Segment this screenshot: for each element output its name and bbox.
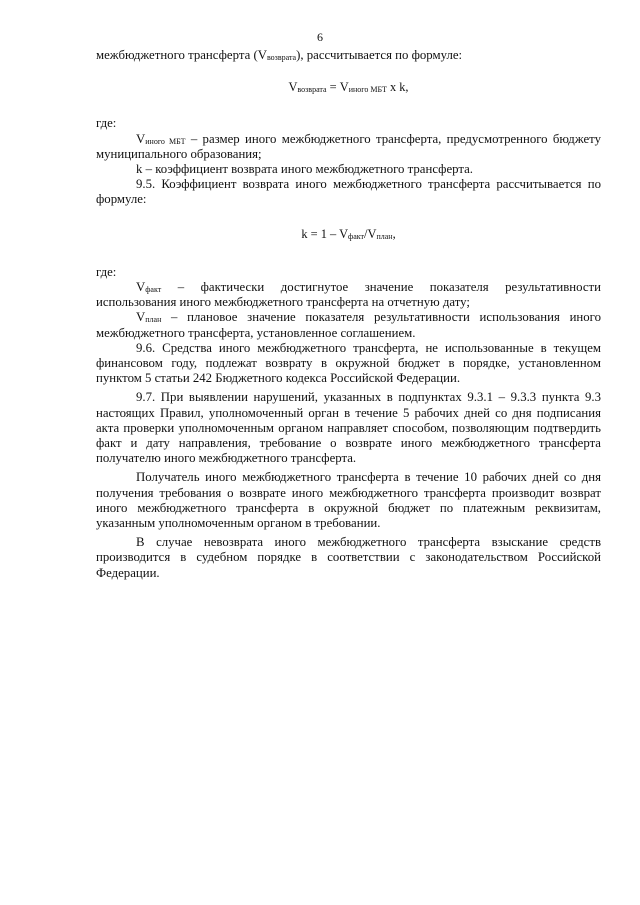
formula-tail: , [392, 226, 396, 241]
definition-text: – размер иного межбюджетного трансферта, предусмотренного бюджету муниципального образования; [96, 131, 601, 161]
formula-var: /V [364, 226, 377, 241]
paragraph-recipient-return: Получатель иного межбюджетного трансферта в течение 10 рабочих дней со дня получения требования о возврате иного межбюджетного трансферта производит возврат иного межбюджетного трансферта в окружной бюджет по платежным реквизитам, указанным уполномоченным органом в требовании. [96, 470, 601, 531]
definition-v-fact [96, 280, 601, 310]
subscript: факт [348, 231, 365, 241]
paragraph-9-7: 9.7. При выявлении нарушений, указанных в подпунктах 9.3.1 – 9.3.3 пункта 9.3 настоящих Правил, уполномоченный орган в течение 5 рабочих дней со дня подписания акта проверки уполномоченным органом направляет способом, позволяющим подтвердить факт и дату направления, требование о возврате иного межбюджетного трансферта получателю иного межбюджетного трансферта. [96, 390, 601, 466]
subscript: возврата [266, 53, 297, 62]
formula-var: V [136, 310, 146, 325]
subscript: иного МБТ [145, 136, 186, 146]
formula-var: V [136, 280, 146, 295]
paragraph-non-return: В случае невозврата иного межбюджетного трансферта взыскание средств производится в судебном порядке в соответствии с законодательством Российской Федерации. [96, 535, 601, 580]
subscript: возврата [297, 85, 327, 95]
definition-v-mbt [96, 132, 601, 162]
formula-var: V [288, 80, 298, 95]
subscript: план [376, 231, 393, 241]
formula-tail: x k, [386, 80, 409, 95]
formula-var: = V [326, 80, 349, 95]
formula-return-amount [96, 80, 601, 95]
where-label: где: [96, 116, 117, 131]
formula-coefficient [96, 227, 601, 242]
page-number: 6 [317, 30, 323, 44]
text-fragment: межбюджетного трансферта (V [96, 48, 267, 62]
definition-text: – фактически достигнутое значение показателя результативности использования иного межбюджетного трансферта на отчетную дату; [96, 280, 601, 310]
definition-text: – плановое значение показателя результативности использования иного межбюджетного трансферта, установленное соглашением. [96, 310, 601, 340]
paragraph-continuation [96, 48, 601, 63]
document-body [96, 48, 601, 581]
paragraph-9-5: 9.5. Коэффициент возврата иного межбюджетного трансферта рассчитывается по формуле: [96, 177, 601, 207]
subscript: факт [145, 285, 162, 295]
formula-var: V [136, 131, 146, 146]
where-label: где: [96, 264, 117, 279]
definition-v-plan [96, 310, 601, 340]
subscript: план [145, 315, 162, 325]
definition-k: k – коэффициент возврата иного межбюджетного трансферта. [136, 162, 473, 177]
subscript: иного МБТ [348, 85, 387, 95]
formula-var: k = 1 – V [301, 226, 349, 241]
text-fragment: ), рассчитывается по формуле: [296, 48, 463, 62]
paragraph-9-6: 9.6. Средства иного межбюджетного трансферта, не использованные в текущем финансовом году, подлежат возврату в окружной бюджет в порядке, установленном пунктом 5 статьи 242 Бюджетного кодекса Российской Федерации. [96, 340, 601, 386]
